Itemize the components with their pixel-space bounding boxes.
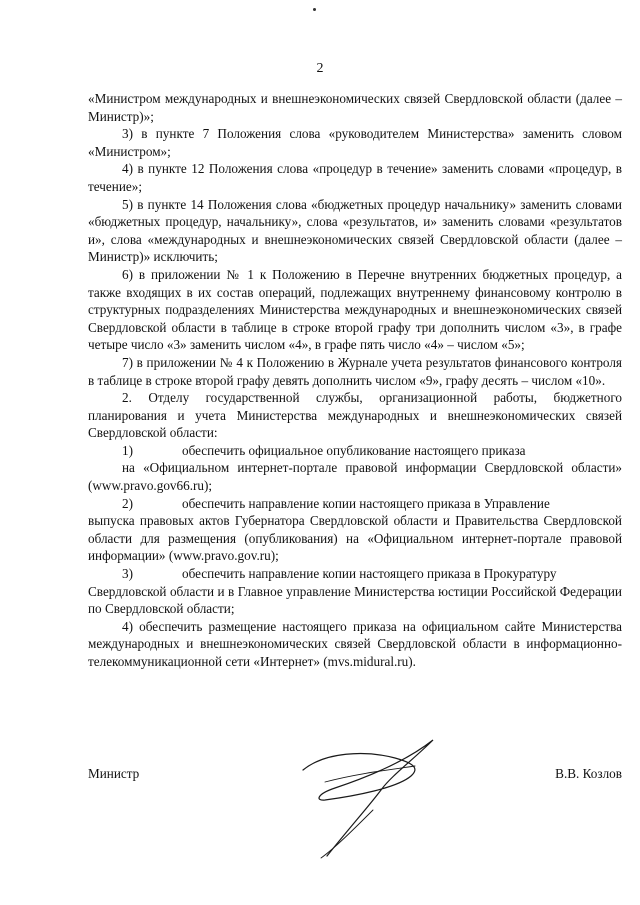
list-item xyxy=(88,442,622,460)
list-item xyxy=(88,495,622,513)
paragraph: 4) обеспечить размещение настоящего приказа на официальном сайте Министерства международных и внешнеэкономических связей Свердловской области в информационно-телекоммуникационной сети «Интернет» (mvs.midural.ru). xyxy=(88,618,622,669)
list-item-text: обеспечить направление копии настоящего приказа в Управление xyxy=(182,495,550,511)
scan-speck xyxy=(313,8,316,11)
paragraph: «Министром международных и внешнеэкономических связей Свердловской области (далее – Министр)»; xyxy=(88,91,622,124)
list-item-text: обеспечить направление копии настоящего приказа в Прокуратуру xyxy=(182,566,557,582)
list-item-number: 2) xyxy=(122,495,133,511)
paragraph: 7) в приложении № 4 к Положению в Журнале учета результатов финансового контроля в таблице в строке второй графу девять дополнить числом «9», графу десять – числом «10». xyxy=(88,354,622,388)
signer-name: В.В. Козлов xyxy=(555,766,622,781)
handwritten-signature xyxy=(295,730,445,870)
paragraph: 4) в пункте 12 Положения слова «процедур в течение» заменить словами «процедур, в течение»; xyxy=(88,161,622,194)
paragraph: 6) в приложении № 1 к Положению в Перечне внутренних бюджетных процедур, а также входящих в их состав операций, подлежащих внутреннему финансовому контролю в структурных подразделениях Министерства международных и внешнеэкономических связей Свердловской области в таблице в строке второй графу три дополнить числом «3», в графе четыре число «3» заменить числом «4», в графе пять число «4» – числом «5»; xyxy=(88,266,622,353)
page-number: 2 xyxy=(316,61,324,76)
paragraph: выпуска правовых актов Губернатора Свердловской области и Правительства Свердловской области для размещения (опубликования) на «Официальном интернет-портале правовой информации» (www.pravo.gov.ru); xyxy=(88,513,622,564)
list-item-text: обеспечить официальное опубликование настоящего приказа xyxy=(182,442,526,458)
list-item xyxy=(88,565,622,583)
paragraph: 5) в пункте 14 Положения слова «бюджетных процедур начальнику» заменить словами «бюджетных процедур, начальнику», слова «результатов, и» заменить словами «результатов и», слова «международных и внешнеэкономических связей Свердловской области (далее – Министр)» исключить; xyxy=(88,196,622,265)
document-body xyxy=(88,90,622,671)
paragraph: на «Официальном интернет-портале правовой информации Свердловской области» (www.pravo.gov66.ru); xyxy=(88,460,622,494)
paragraph: 3) в пункте 7 Положения слова «руководителем Министерства» заменить словом «Министром»; xyxy=(88,126,622,159)
list-item-number: 1) xyxy=(122,442,133,458)
paragraph: 2. Отделу государственной службы, организационной работы, бюджетного планирования и учета Министерства международных и внешнеэкономических связей Свердловской области: xyxy=(88,390,622,441)
list-item-number: 3) xyxy=(122,566,133,582)
paragraph: Свердловской области и в Главное управление Министерства юстиции Российской Федерации по Свердловской области; xyxy=(88,583,622,617)
signer-title: Министр xyxy=(88,766,140,781)
